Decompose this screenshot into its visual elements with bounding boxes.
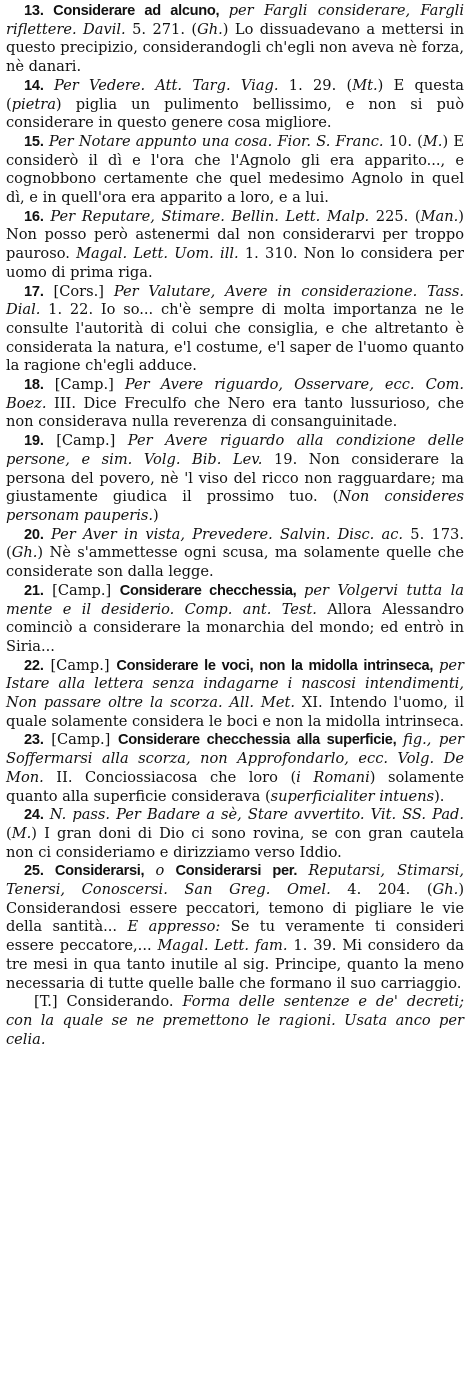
entry-text: [Camp.] [43,731,118,749]
entry-gloss: Gh. [197,20,223,38]
entry-text: II. Conciossiacosa che loro ( [43,768,297,786]
entry-headword: Considerare le voci, non la midolla intrinseca, [116,657,440,674]
entry-gloss: i Romani [296,768,370,786]
entry-text: ) piglia un pulimento bellissimo, e non si può considerare in questo genere cosa migliore. [6,95,464,132]
entry-gloss: per Volgervi tutta la mente e il desiderio. Comp. ant. Test. [6,581,465,618]
entry-text: ) Non posso però astenermi dal non considerarvi per troppo pauroso. [6,207,464,263]
entry-text: Se tu veramente ti consideri essere peccatore,... [6,918,464,955]
entry-number: 25. [24,863,44,880]
entry-gloss: o [155,862,165,880]
entry-number: 22. [24,657,44,674]
dictionary-entry [6,526,464,582]
entry-text: 5. 173. ( [6,525,464,562]
entry-gloss: Per Notare appunto una cosa. Fior. S. Franc. [43,132,384,150]
entry-number: 19. [24,433,44,450]
entry-text: 1. 22. Io so... ch'è sempre di molta importanza ne le consulte l'autorità di colui che consiglia, e che altretanto è considerata la natura, e'l costume, e'l saper de l'uomo quanto la ragione ch'egli adduce. [6,301,464,375]
entry-gloss: Per Valutare, Avere in considerazione. Tass. Dial. [6,282,464,319]
entry-gloss: E appresso: [127,918,221,936]
entry-text: [Camp.] [43,581,120,599]
entry-text: ). [434,787,445,805]
dictionary-entry [6,582,464,657]
dictionary-entry [6,731,464,806]
entry-gloss: per Fargli considerare, Fargli riflettere. Davil. [6,2,465,38]
dictionary-entry [6,133,464,208]
entry-text: ) I gran doni di Dio ci sono rovina, se con gran cautela non ci consideriamo e dirizziamo verso Iddio. [6,824,464,861]
entry-text: ) E questa ( [6,76,464,113]
entry-text: 1. 29. ( [278,76,353,94]
entry-number: 16. [24,208,44,225]
entry-gloss: Magal. Lett. Uom. ill. [76,245,239,263]
entry-headword: Considerare ad alcuno, [43,3,229,19]
entry-text: [Cors.] [43,282,114,300]
entry-text: 4. 204. ( [330,881,433,899]
entry-number: 20. [24,526,44,543]
entry-headword: Considerare checchessia alla superficie, [117,732,404,749]
dictionary-entry [6,376,464,432]
entry-gloss: M. [11,824,32,842]
entry-text: [Camp.] [43,376,125,394]
entry-gloss: Mt. [352,76,378,94]
entry-gloss: Forma delle sentenze e de' decreti; con la quale se ne premettono le ragioni. Usata anco per celia. [6,993,465,1048]
entry-text: ) solamente quanto alla superficie considerava ( [6,768,464,805]
entry-gloss: Magal. Lett. fam. [157,937,288,955]
dictionary-entry [6,862,464,993]
entry-headword: Considerarsi per. [164,863,309,880]
dictionary-entry [6,283,464,377]
entry-number: 24. [24,807,44,824]
entry-gloss: M. [422,132,443,150]
entry-gloss: superficialiter intuens [270,787,435,805]
entry-number: 21. [24,582,44,599]
entry-number: 13. [24,3,44,19]
entry-text: 225. ( [369,207,421,225]
entry-gloss: Per Avere riguardo alla condizione delle persone, e sim. Volg. Bib. Lev. [6,432,464,468]
entry-gloss: Gh. [11,544,38,562]
dictionary-entry [6,208,464,283]
entry-gloss: fig., per Soffermarsi alla scorza, non Approfondarlo, ecc. Volg. De Mon. [6,731,465,786]
entry-gloss: Per Aver in vista, Prevedere. Salvin. Disc. ac. [43,525,404,543]
entry-gloss: Gh. [432,881,459,899]
entry-gloss: per Istare alla lettera senza indagarne i nascosi intendimenti, Non passare oltre la scorza. All. Met. [6,656,464,712]
entry-text: 10. ( [383,132,423,150]
entry-text: Allora Alessandro cominciò a considerare la monarchia del mondo; ed entrò in Siria... [6,600,464,655]
entry-text: XI. Intendo l'uomo, il quale solamente considera le boci e non la midolla intrinseca. [6,694,464,730]
entry-number: 14. [24,77,44,94]
entry-text: ) Nè s'ammettesse ogni scusa, ma solamente quelle che considerate son dalla legge. [6,544,464,581]
entry-gloss: N. pass. Per Badare a sè, Stare avvertito. Vit. SS. Pad. [43,806,464,824]
entry-gloss: Per Avere riguardo, Osservare, ecc. Com. Boez. [6,376,464,412]
entry-text: [Camp.] [43,656,117,674]
entry-number: 18. [24,377,44,394]
entry-text: 1. 39. Mi considero da tre mesi in qua tanto inutile al sig. Principe, quanto la meno necessaria di tutte quelle balle che formano il suo carriaggio. [6,937,464,992]
entry-number: 23. [24,732,44,749]
entry-text: 5. 271. ( [125,20,198,38]
dictionary-entry [6,657,464,732]
entry-text: ( [6,824,12,842]
entry-gloss: Per Vedere. Att. Targ. Viag. [43,76,279,94]
entry-text: ) Considerandosi essere peccatori, temono di pigliare le vie della santità... [6,881,465,936]
entry-text: III. Dice Freculfo che Nero era tanto lussurioso, che non considerava nulla reverenza di consanguinitade. [6,394,464,431]
dictionary-entry [6,993,464,1049]
entry-gloss: Reputarsi, Stimarsi, Tenersi, Conoscersi. San Greg. Omel. [6,862,464,899]
entry-headword: Considerarsi, [43,863,156,880]
entry-headword: Considerare checchessia, [119,582,305,599]
entry-gloss: Man. [420,207,459,225]
entry-text: [T.] Considerando. [34,993,183,1011]
entry-text: 1. 310. Non lo considera per uomo di prima riga. [6,245,464,281]
entry-number: 15. [24,133,44,150]
entry-text: 19. Non considerare la persona del povero, nè 'l viso del ricco non ragguardare; ma giustamente giudica il prossimo tuo. ( [6,450,464,506]
dictionary-entry [6,2,464,77]
entry-gloss: pietra [11,95,56,113]
entry-text: ) E considerò il dì e l'ora che l'Agnolo gli era apparito..., e cognobbono certamente che quel medesimo Agnolo in quel dì, e in quell'ora era apparito a loro, e a lui. [6,132,464,207]
entry-gloss: Per Reputare, Stimare. Bellin. Lett. Malp. [43,207,370,225]
dictionary-entry [6,77,464,133]
entry-text: [Camp.] [43,432,128,450]
entry-text: ) Lo dissuadevano a mettersi in questo precipizio, considerandogli ch'egli non aveva nè forza, nè danari. [6,20,465,76]
entry-gloss: Non consideres personam pauperis. [6,488,464,524]
entry-number: 17. [24,283,44,300]
dictionary-entry [6,806,464,862]
entry-text: ) [153,506,159,524]
dictionary-entry [6,432,464,526]
